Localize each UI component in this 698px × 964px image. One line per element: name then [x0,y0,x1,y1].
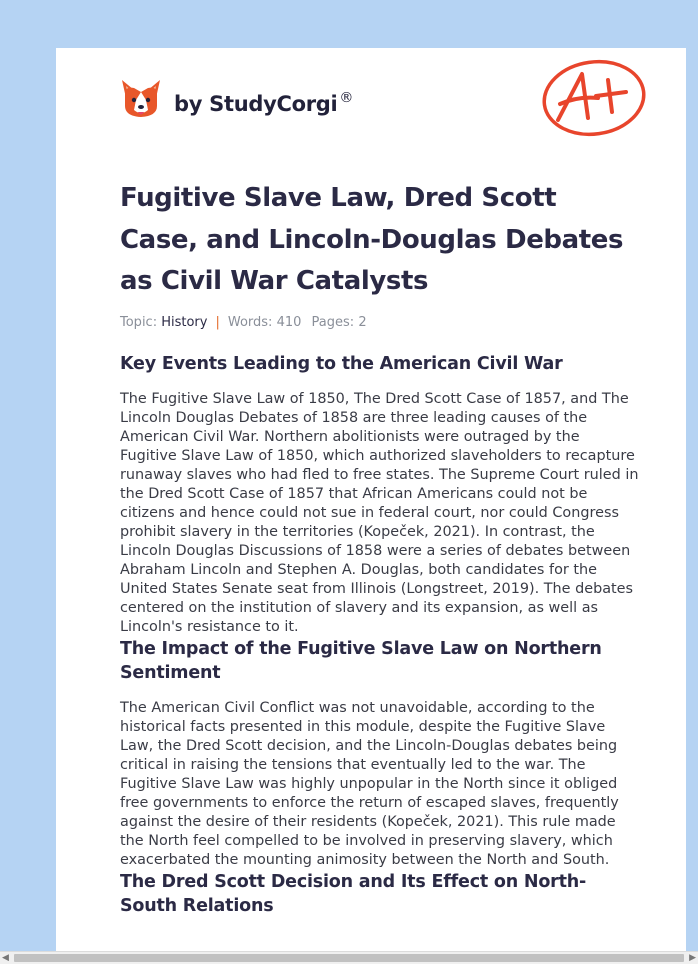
section-paragraph-key-events: The Fugitive Slave Law of 1850, The Dred Scott Case of 1857, and The Lincoln Douglas Debates of 1858 are three leading causes of the American Civil War. Northern abolitionists were outraged by the Fugitive Slave Law of 1850, which authorized slaveholders to recapture runaway slaves who had fled to free states. The Supreme Court ruled in the Dred Scott Case of 1857 that African Americans could not be citizens and hence could not sue in federal court, nor could Congress prohibit slavery in the territories (Kopeček, 2021). In contrast, the Lincoln Douglas Discussions of 1858 were a series of debates between Abraham Lincoln and Stephen A. Douglas, both candidates for the United States Senate seat from Illinois (Longstreet, 2019). The debates centered on the institution of slavery and its expansion, as well as Lincoln's resistance to it. [120,390,639,635]
essay-title: Fugitive Slave Law, Dred Scott Case, and Lincoln-Douglas Debates as Civil War Catalysts [120,183,624,296]
scroll-right-arrow-icon[interactable]: ▶ [689,953,696,963]
pages-count: 2 [358,314,367,330]
section-heading-key-events: Key Events Leading to the American Civil War [120,353,563,374]
essay-content [120,178,640,918]
meta-separator: | [215,314,220,330]
page-header [56,48,686,158]
registered-mark: ® [339,90,354,106]
scrollbar-thumb[interactable] [14,954,684,962]
horizontal-scrollbar[interactable] [0,951,698,964]
corgi-logo-icon [120,76,162,120]
topic-label: Topic: [120,314,158,330]
scroll-left-arrow-icon[interactable]: ◀ [2,953,9,963]
topic-link[interactable]: History [161,314,208,330]
pages-label: Pages: [311,314,355,330]
brand-name[interactable] [174,90,354,116]
essay-meta [120,315,640,330]
grade-text: A+ [538,58,540,59]
a-plus-grade-icon [538,58,648,140]
section-heading-dred-scott: The Dred Scott Decision and Its Effect on North-South Relations [120,871,587,916]
section-paragraph-fugitive-slave-law: The American Civil Conflict was not unavoidable, according to the historical facts presented in this module, despite the Fugitive Slave Law, the Dred Scott decision, and the Lincoln-Douglas debates being critical in raising the tensions that eventually led to the war. The Fugitive Slave Law was highly unpopular in the North since it obliged free governments to enforce the return of escaped slaves, frequently against the desire of their residents (Kopeček, 2021). This rule made the North feel compelled to be involved in preserving slavery, which exacerbated the mounting animosity between the North and South. [120,699,619,868]
words-label: Words: [227,314,273,330]
section-heading-fugitive-slave-law: The Impact of the Fugitive Slave Law on Northern Sentiment [120,638,602,683]
document-page [56,48,686,952]
brand-text: by StudyCorgi [174,92,338,116]
words-count: 410 [276,314,302,330]
